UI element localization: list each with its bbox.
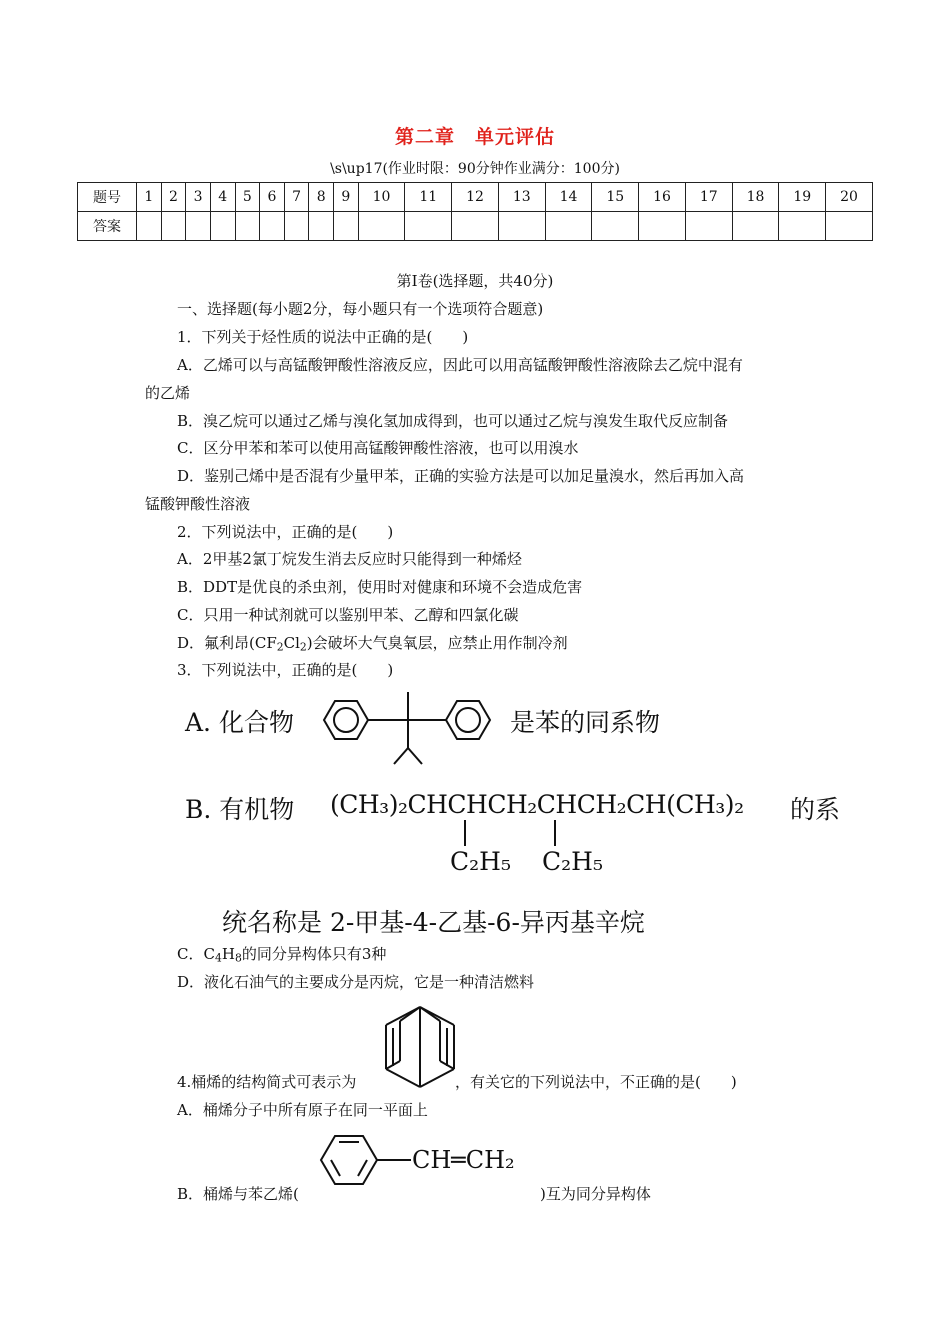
- q3-c-post: 的同分异构体只有3种: [241, 945, 387, 963]
- answer-cell[interactable]: [260, 212, 285, 241]
- ethyl-branch-bonds: [455, 820, 575, 850]
- answer-cell[interactable]: [498, 212, 545, 241]
- q1-option-c: C．区分甲苯和苯可以使用高锰酸钾酸性溶液，也可以用溴水: [177, 439, 579, 457]
- q2-option-d: [177, 632, 568, 654]
- q2-option-c: C．只用一种试剂就可以鉴别甲苯、乙醇和四氯化碳: [177, 606, 519, 624]
- number-cell: 3: [186, 183, 211, 212]
- answer-cell[interactable]: [545, 212, 592, 241]
- q2-d-text-pre: D．氟利昂(CF: [177, 634, 277, 652]
- q3-ethyl-branch-2: C₂H₅: [542, 847, 603, 876]
- answer-cell[interactable]: [826, 212, 873, 241]
- answer-cell[interactable]: [309, 212, 334, 241]
- q4-option-b-pre: B．桶烯与苯乙烯(: [177, 1185, 299, 1203]
- q2-option-b: B．DDT是优良的杀虫剂，使用时对健康和环境不会造成危害: [177, 578, 583, 596]
- q1-option-a-cont: 的乙烯: [145, 384, 191, 402]
- q3-option-a-label: A. 化合物: [185, 708, 294, 737]
- q3-option-a-text: 是苯的同系物: [510, 708, 661, 737]
- q3-option-c: [177, 943, 386, 965]
- q3-c-pre: C．C: [177, 945, 215, 963]
- answer-cell[interactable]: [137, 212, 162, 241]
- number-cell: 16: [639, 183, 686, 212]
- answer-cell[interactable]: [358, 212, 405, 241]
- answer-cell[interactable]: [284, 212, 309, 241]
- q2-stem: 2．下列说法中，正确的是( ): [177, 523, 394, 541]
- number-cell: 17: [685, 183, 732, 212]
- number-cell: 5: [235, 183, 260, 212]
- number-cell: 4: [210, 183, 235, 212]
- number-cell: 12: [452, 183, 499, 212]
- styrene-vinyl-group: CH═CH₂: [412, 1146, 515, 1174]
- q3-ethyl-branch-1: C₂H₅: [450, 847, 511, 876]
- q3-c-mid: H: [221, 945, 235, 963]
- number-cell: 10: [358, 183, 405, 212]
- answer-cell[interactable]: [334, 212, 359, 241]
- q3-c-sub: 8: [234, 951, 242, 965]
- q1-option-b: B．溴乙烷可以通过乙烯与溴化氢加成得到，也可以通过乙烷与溴发生取代反应制备: [177, 412, 729, 430]
- row-label-answer: 答案: [78, 212, 137, 241]
- number-cell: 9: [334, 183, 359, 212]
- question-number-row: [78, 183, 873, 212]
- answer-cell[interactable]: [685, 212, 732, 241]
- answer-cell[interactable]: [592, 212, 639, 241]
- q3-option-b-label: B. 有机物: [185, 795, 295, 824]
- answer-cell[interactable]: [235, 212, 260, 241]
- answer-cell[interactable]: [452, 212, 499, 241]
- q3-stem: 3．下列说法中，正确的是( ): [177, 661, 394, 679]
- number-cell: 19: [779, 183, 826, 212]
- number-cell: 14: [545, 183, 592, 212]
- q4-option-a: A．桶烯分子中所有原子在同一平面上: [177, 1101, 428, 1119]
- number-cell: 15: [592, 183, 639, 212]
- q3-option-b-suffix: 的系: [790, 795, 841, 824]
- q4-stem-pre: 4.桶烯的结构简式可表示为: [177, 1073, 357, 1091]
- answer-cell[interactable]: [732, 212, 779, 241]
- number-cell: 11: [405, 183, 452, 212]
- number-cell: 8: [309, 183, 334, 212]
- number-cell: 1: [137, 183, 162, 212]
- q1-stem: 1．下列关于烃性质的说法中正确的是( ): [177, 328, 469, 346]
- diphenyl-isopropyl-structure: [312, 688, 502, 770]
- number-cell: 20: [826, 183, 873, 212]
- q2-d-sub: 2: [299, 640, 307, 654]
- number-cell: 13: [498, 183, 545, 212]
- q2-d-text-mid: Cl: [283, 634, 300, 652]
- answer-row: [78, 212, 873, 241]
- q2-d-text-post: )会破坏大气臭氧层，应禁止用作制冷剂: [306, 634, 568, 652]
- page-title: 第二章 单元评估: [394, 126, 555, 148]
- answer-cell[interactable]: [210, 212, 235, 241]
- q3-c-sub: 4: [214, 951, 222, 965]
- q3-option-d: D．液化石油气的主要成分是丙烷，它是一种清洁燃料: [177, 973, 535, 991]
- section-title: 第Ⅰ卷(选择题，共40分): [396, 272, 554, 290]
- q1-option-a: A．乙烯可以与高锰酸钾酸性溶液反应，因此可以用高锰酸钾酸性溶液除去乙烷中混有: [177, 356, 743, 374]
- page-subtitle: \s\up17(作业时限：90分钟作业满分：100分): [330, 161, 620, 177]
- answer-cell[interactable]: [161, 212, 186, 241]
- number-cell: 7: [284, 183, 309, 212]
- barrelene-structure: [380, 1003, 460, 1091]
- q4-stem-post: ，有关它的下列说法中，不正确的是( ): [455, 1073, 737, 1091]
- answer-cell[interactable]: [779, 212, 826, 241]
- section-instruction: 一、选择题(每小题2分，每小题只有一个选项符合题意): [177, 300, 544, 318]
- q4-option-b-post: )互为同分异构体: [540, 1185, 651, 1203]
- row-label-number: 题号: [78, 183, 137, 212]
- q3-option-b-name: 统名称是 2-甲基-4-乙基-6-异丙基辛烷: [222, 908, 645, 937]
- answer-cell[interactable]: [405, 212, 452, 241]
- styrene-benzene-ring: [315, 1127, 415, 1193]
- q3-option-b-formula: (CH₃)₂CHCHCH₂CHCH₂CH(CH₃)₂: [330, 790, 744, 819]
- number-cell: 6: [260, 183, 285, 212]
- q2-option-a: A．2甲基2氯丁烷发生消去反应时只能得到一种烯烃: [177, 550, 522, 568]
- number-cell: 18: [732, 183, 779, 212]
- answer-cell[interactable]: [186, 212, 211, 241]
- q1-option-d: D．鉴别己烯中是否混有少量甲苯，正确的实验方法是可以加足量溴水，然后再加入高: [177, 467, 745, 485]
- answer-cell[interactable]: [639, 212, 686, 241]
- number-cell: 2: [161, 183, 186, 212]
- q2-d-sub: 2: [276, 640, 284, 654]
- answer-table: [77, 182, 873, 241]
- q1-option-d-cont: 锰酸钾酸性溶液: [145, 495, 251, 513]
